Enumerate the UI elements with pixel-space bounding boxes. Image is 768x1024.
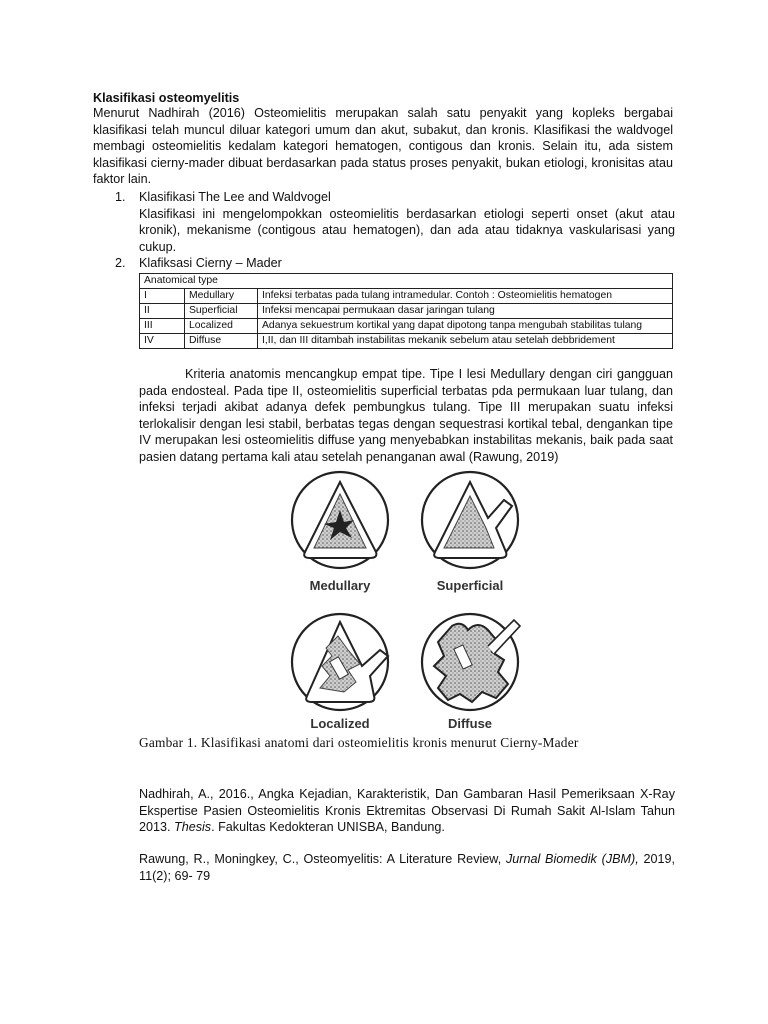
desc-cell: Infeksi mencapai permukaan dasar jaringan tulang: [258, 304, 673, 319]
after-table-text: Kriteria anatomis mencangkup empat tipe. Tipe I lesi Medullary dengan ciri gangguan pada endosteal. Pada tipe II, osteomielitis superficial terbatas pda permukaan luar tulang, dan infeksi terjadi akibat adanya defek pembungkus tulang. Tipe III merupakan suatu infeksi terlokalisir dengan lesi stabil, berbatas tegas dengan sequestrasi kortikal tebal, dengankan tipe IV merupakan lesi osteomielitis diffuse yang menyebabkan instabilitas mekanis, baik pada saat pasien datang pertama kali atau setelah penanganan awal (Rawung, 2019): [139, 367, 673, 464]
cierny-mader-figure: [282, 470, 532, 732]
fig-label-diffuse: Diffuse: [447, 716, 493, 731]
fig-label-medullary: Medullary: [309, 578, 371, 593]
localized-diagram: [292, 614, 388, 710]
section-heading: Klasifikasi osteomyelitis: [93, 91, 240, 105]
reference-italic: Thesis: [174, 820, 212, 835]
desc-cell: Adanya sekuestrum kortikal yang dapat dipotong tanpa mengubah stabilitas tulang: [258, 319, 673, 334]
table-row: [140, 289, 673, 304]
type-cell: II: [140, 304, 185, 319]
name-cell: Diffuse: [185, 334, 258, 349]
table-header-row: [140, 274, 673, 289]
medullary-diagram: [292, 472, 388, 568]
reference-tail: . Fakultas Kedokteran UNISBA, Bandung.: [211, 820, 445, 835]
desc-cell: Infeksi terbatas pada tulang intramedular. Contoh : Osteomielitis hematogen: [258, 289, 673, 304]
list-item-title: Klasifikasi The Lee and Waldvogel: [139, 190, 331, 204]
type-cell: IV: [140, 334, 185, 349]
figure-caption: Gambar 1. Klasifikasi anatomi dari osteomielitis kronis menurut Cierny-Mader: [139, 735, 579, 750]
type-cell: III: [140, 319, 185, 334]
type-cell: I: [140, 289, 185, 304]
fig-label-localized: Localized: [310, 716, 370, 731]
reference-text: Nadhirah, A., 2016., Angka Kejadian, Karakteristik, Dan Gambaran Hasil Pemeriksaan X-Ray Ekspertise Pasien Osteomielitis Kronis Ektremitas Observasi Di Rumah Sakit Al-Islam Tahun 2013.: [139, 787, 675, 835]
cierny-mader-table: [139, 273, 673, 349]
reference-text: Rawung, R., Moningkey, C., Osteomyelitis: A Literature Review: [139, 852, 498, 866]
reference-item: [139, 786, 675, 836]
list-item: [115, 189, 675, 255]
list-item-body: Klasifikasi ini mengelompokkan osteomielitis berdasarkan etiologi seperti onset (akut atau kronik), mekanisme (contigous atau hematogen), dan ada atau tidaknya vaskularisasi yang cukup.: [139, 206, 675, 254]
name-cell: Localized: [185, 319, 258, 334]
reference-item: [139, 851, 675, 884]
table-row: [140, 304, 673, 319]
after-table-paragraph: [139, 366, 673, 466]
table-header-cell: Anatomical type: [140, 274, 673, 289]
list-number: 1.: [115, 190, 126, 204]
fig-label-superficial: Superficial: [436, 578, 504, 593]
table-row: [140, 334, 673, 349]
desc-cell: I,II, dan III ditambah instabilitas mekanik sebelum atau setelah debbridement: [258, 334, 673, 349]
classification-list: [115, 189, 675, 272]
reference-italic: Jurnal Biomedik (JBM),: [505, 852, 639, 866]
reference-comma: ,: [497, 852, 506, 866]
name-cell: Medullary: [185, 289, 258, 304]
list-item-title: Klafiksasi Cierny – Mader: [139, 256, 282, 271]
intro-paragraph: Menurut Nadhirah (2016) Osteomielitis merupakan salah satu penyakit yang kopleks bergabai klasifikasi telah muncul diluar kategori umum dan akut, subakut, dan kronis. Klasifikasi the waldvogel membagi osteomielitis kedalam kategori hematogen, contigous dan kronis. Selain itu, ada sistem klasifikasi cierny-mader dibuat berdasarkan pada status proses penyakit, bukan etiologi, kronisitas atau faktor lain.: [93, 106, 673, 187]
table-row: [140, 319, 673, 334]
diffuse-diagram: [422, 614, 520, 710]
list-item: [115, 255, 675, 272]
name-cell: Superficial: [185, 304, 258, 319]
superficial-diagram: [422, 472, 518, 568]
reference-tail: 2019, 11(2); 69- 79: [139, 852, 676, 883]
list-number: 2.: [115, 256, 126, 271]
